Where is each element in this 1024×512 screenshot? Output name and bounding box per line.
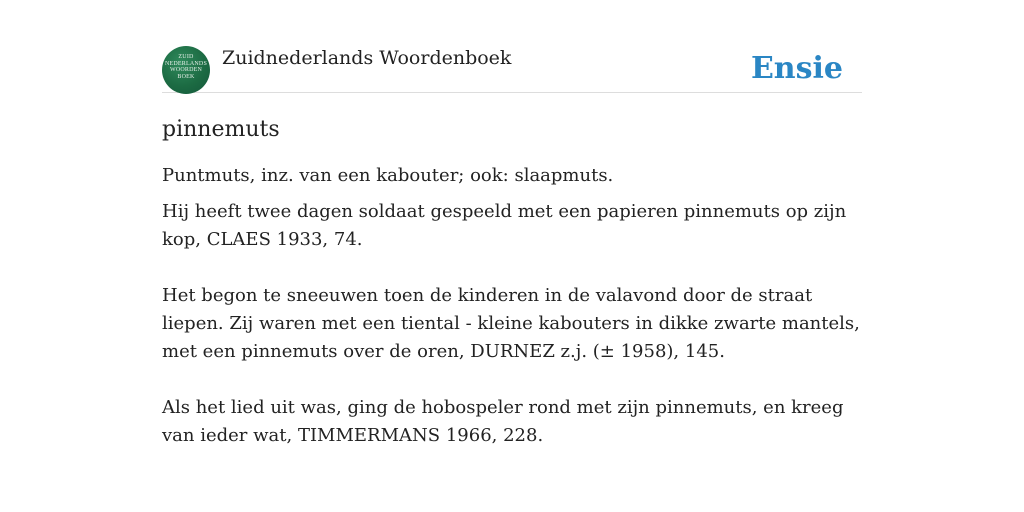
example-item: Als het lied uit was, ging de hobospeler rond met zijn pinnemuts, en kreeg van ieder wat, TIMMERMANS 1966, 228. [162,397,844,446]
logo-line: NEDERLANDS [165,60,207,67]
logo-line: ZUID [178,54,194,60]
dictionary-logo[interactable] [162,46,210,94]
logo-line: BOEK [177,73,195,80]
brand-logo[interactable]: Ensie [750,51,843,86]
logo-text [162,54,210,80]
entry-headword: pinnemuts [162,117,280,142]
example-list [162,198,862,450]
site-header [162,46,862,93]
logo-line: WOORDEN [169,67,203,73]
example-item: Hij heeft twee dagen soldaat gespeeld met een papieren pinnemuts op zijn kop, CLAES 1933, 74. [162,201,847,250]
example-item: Het begon te sneeuwen toen de kinderen in de valavond door de straat liepen. Zij waren met een tiental - kleine kabouters in dikke zwarte mantels, met een pinnemuts over de oren, DURNEZ z.j. (± 1958), 145. [162,285,860,362]
entry-definition: Puntmuts, inz. van een kabouter; ook: slaapmuts. [162,165,614,186]
entry-content [162,114,862,478]
dictionary-title[interactable]: Zuidnederlands Woordenboek [222,47,512,69]
